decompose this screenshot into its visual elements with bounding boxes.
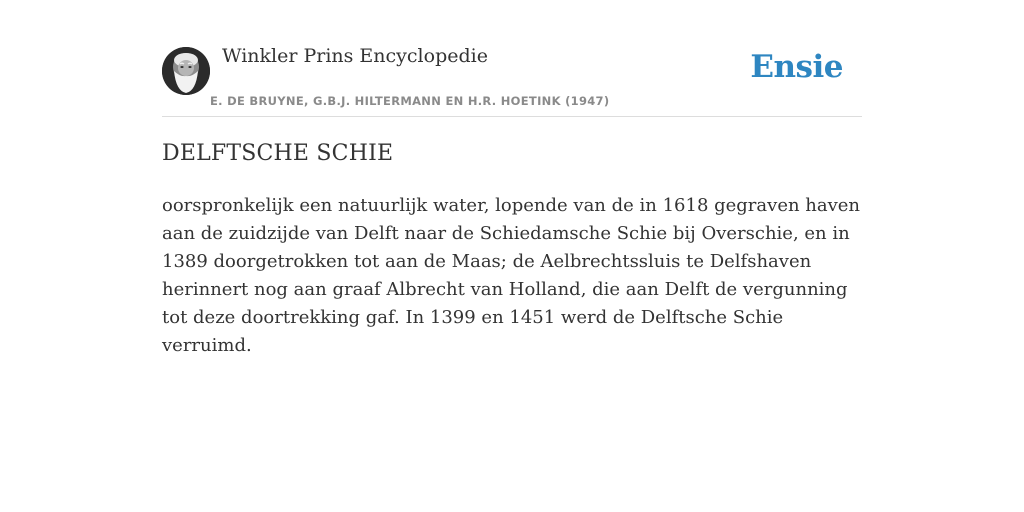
brand-logo[interactable]: Ensie <box>750 49 843 85</box>
entry-text: oorspronkelijk een natuurlijk water, lopende van de in 1618 gegraven haven aan de zuidzijde van Delft naar de Schiedamsche Schie bij Overschie, en in 1389 doorgetrokken tot aan de Maas; de Aelbrechtssluis te Delfshaven herinnert nog aan graaf Albrecht van Holland, die aan Delft de vergunning tot deze doortrekking gaf. In 1399 en 1451 werd de Delftsche Schie verruimd. <box>162 195 861 356</box>
avatar[interactable] <box>162 47 210 95</box>
header <box>162 0 862 117</box>
source-title[interactable]: Winkler Prins Encyclopedie <box>222 45 488 67</box>
authors-line: E. DE BRUYNE, G.B.J. HILTERMANN EN H.R. HOETINK (1947) <box>210 94 610 108</box>
page <box>162 0 862 356</box>
entry-title: DELFTSCHE SCHIE <box>162 141 394 166</box>
bearded-man-portrait-icon <box>162 47 210 95</box>
